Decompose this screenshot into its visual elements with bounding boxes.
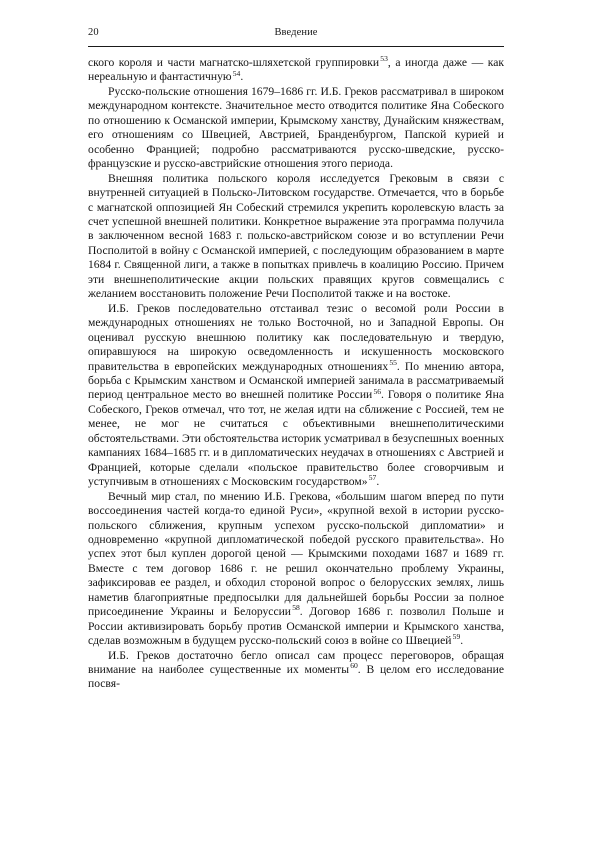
footnote-reference[interactable]: 57 [368, 473, 377, 483]
footnote-reference[interactable]: 59 [452, 632, 461, 642]
footnote-reference[interactable]: 58 [292, 603, 300, 613]
footnote-reference[interactable]: 56 [373, 386, 382, 396]
text-column [88, 28, 504, 692]
running-head-title: Введение [274, 27, 318, 38]
footnote-reference[interactable]: 53 [380, 54, 388, 64]
body-paragraph: Внешняя политика польского короля исследуется Грековым в связи с внутренней ситуацией в Польско-Литовском государстве. Отмечается, что в борьбе с магнатской оппозицией Ян Собеский стремился укрепить королевскую власть за счет успешной внешней политики. Конкретное выражение эта программа получила в заключенном весной 1683 г. польско-австрийском союзе и во вступлении Речи Посполитой в войну с Османской империей, с последующим образованием в марте 1684 г. Священной лиги, а также в попытках привлечь в коалицию Россию. Причем эти внешнеполитические акции польских правящих кругов совмещались с желанием восстановить положение Речи Посполитой также и на востоке. [88, 171, 504, 301]
body-paragraph: И.Б. Греков достаточно бегло описал сам процесс переговоров, обращая внимание на наиболее существенные их моменты$^{60}$. В целом его исследование посвя- [88, 648, 504, 691]
body-paragraph: И.Б. Греков последовательно отстаивал тезис о весомой роли России в международных отношениях не только Восточной, но и Западной Европы. Он оценивал русскую внешнюю политику как последовательную и твердую, опиравшуюся на широкую осведомленность и искушенность московского правительства в европейских международных отношениях$^{55}$. По мнению автора, борьба с Крымским ханством и Османской империей занимала в рассматриваемый период центральное место во внешней политике России$^{56}$. Говоря о политике Яна Собеского, Греков отмечал, что тот, не желая идти на сближение с Россией, тем не менее, не мог не считаться с объективными внешнеполитическими обстоятельствами. Эти обстоятельства историк усматривал в безуспешных военных кампаниях 1684–1685 гг. и в дипломатических неудачах в отношениях с Австрией и Францией, которые сделали «польское правительство более сговорчивым и уступчивым в отношениях с Московским государством»$^{57}$. [88, 301, 504, 489]
page-number: 20 [88, 27, 99, 38]
body-paragraph: Вечный мир стал, по мнению И.Б. Грекова, «большим шагом вперед по пути воссоединения частей когда-то единой Руси», «крупной вехой в истории русско-польского сближения, крупным успехом русско-польской дипломатии» и одновременно «крупной дипломатической победой русского правительства». Но успех этот был куплен дорогой ценой — Крымскими походами 1687 и 1689 гг. Вместе с тем договор 1686 г. не решил окончательно проблему Украины, зафиксировав ее раздел, и обходил стороной вопрос о белорусских землях, лишь наметив благоприятные предпосылки для дальнейшей борьбы России за полное присоединение Украины и Белоруссии$^{58}$. Договор 1686 г. позволил Польше и России активизировать борьбу против Османской империи и Крымского ханства, сделав возможным в будущем русско-польский союз в войне со Швецией$^{59}$. [88, 489, 504, 648]
footnote-reference[interactable]: 60 [350, 661, 358, 671]
footnote-reference[interactable]: 54 [232, 68, 241, 78]
body-paragraph: ского короля и части магнатско-шляхетской группировки$^{53}$, а иногда даже — как нереальную и фантастичную$^{54}$. [88, 54, 504, 84]
running-head [88, 28, 504, 44]
body-paragraph: Русско-польские отношения 1679–1686 гг. И.Б. Греков рассматривал в широком международном контексте. Значительное место отводится политике Яна Собеского по отношению к Османской империи, Крымскому ханству, Дунайским княжествам, его отношениям со Швецией, Австрией, Бранденбургом, Папской курией и особенно Францией; подробно рассматриваются русско-шведские, русско-французские и русско-австрийские отношения этого периода. [88, 84, 504, 171]
footnote-reference[interactable]: 55 [389, 357, 397, 367]
body-text [88, 56, 504, 692]
header-rule [88, 46, 504, 47]
